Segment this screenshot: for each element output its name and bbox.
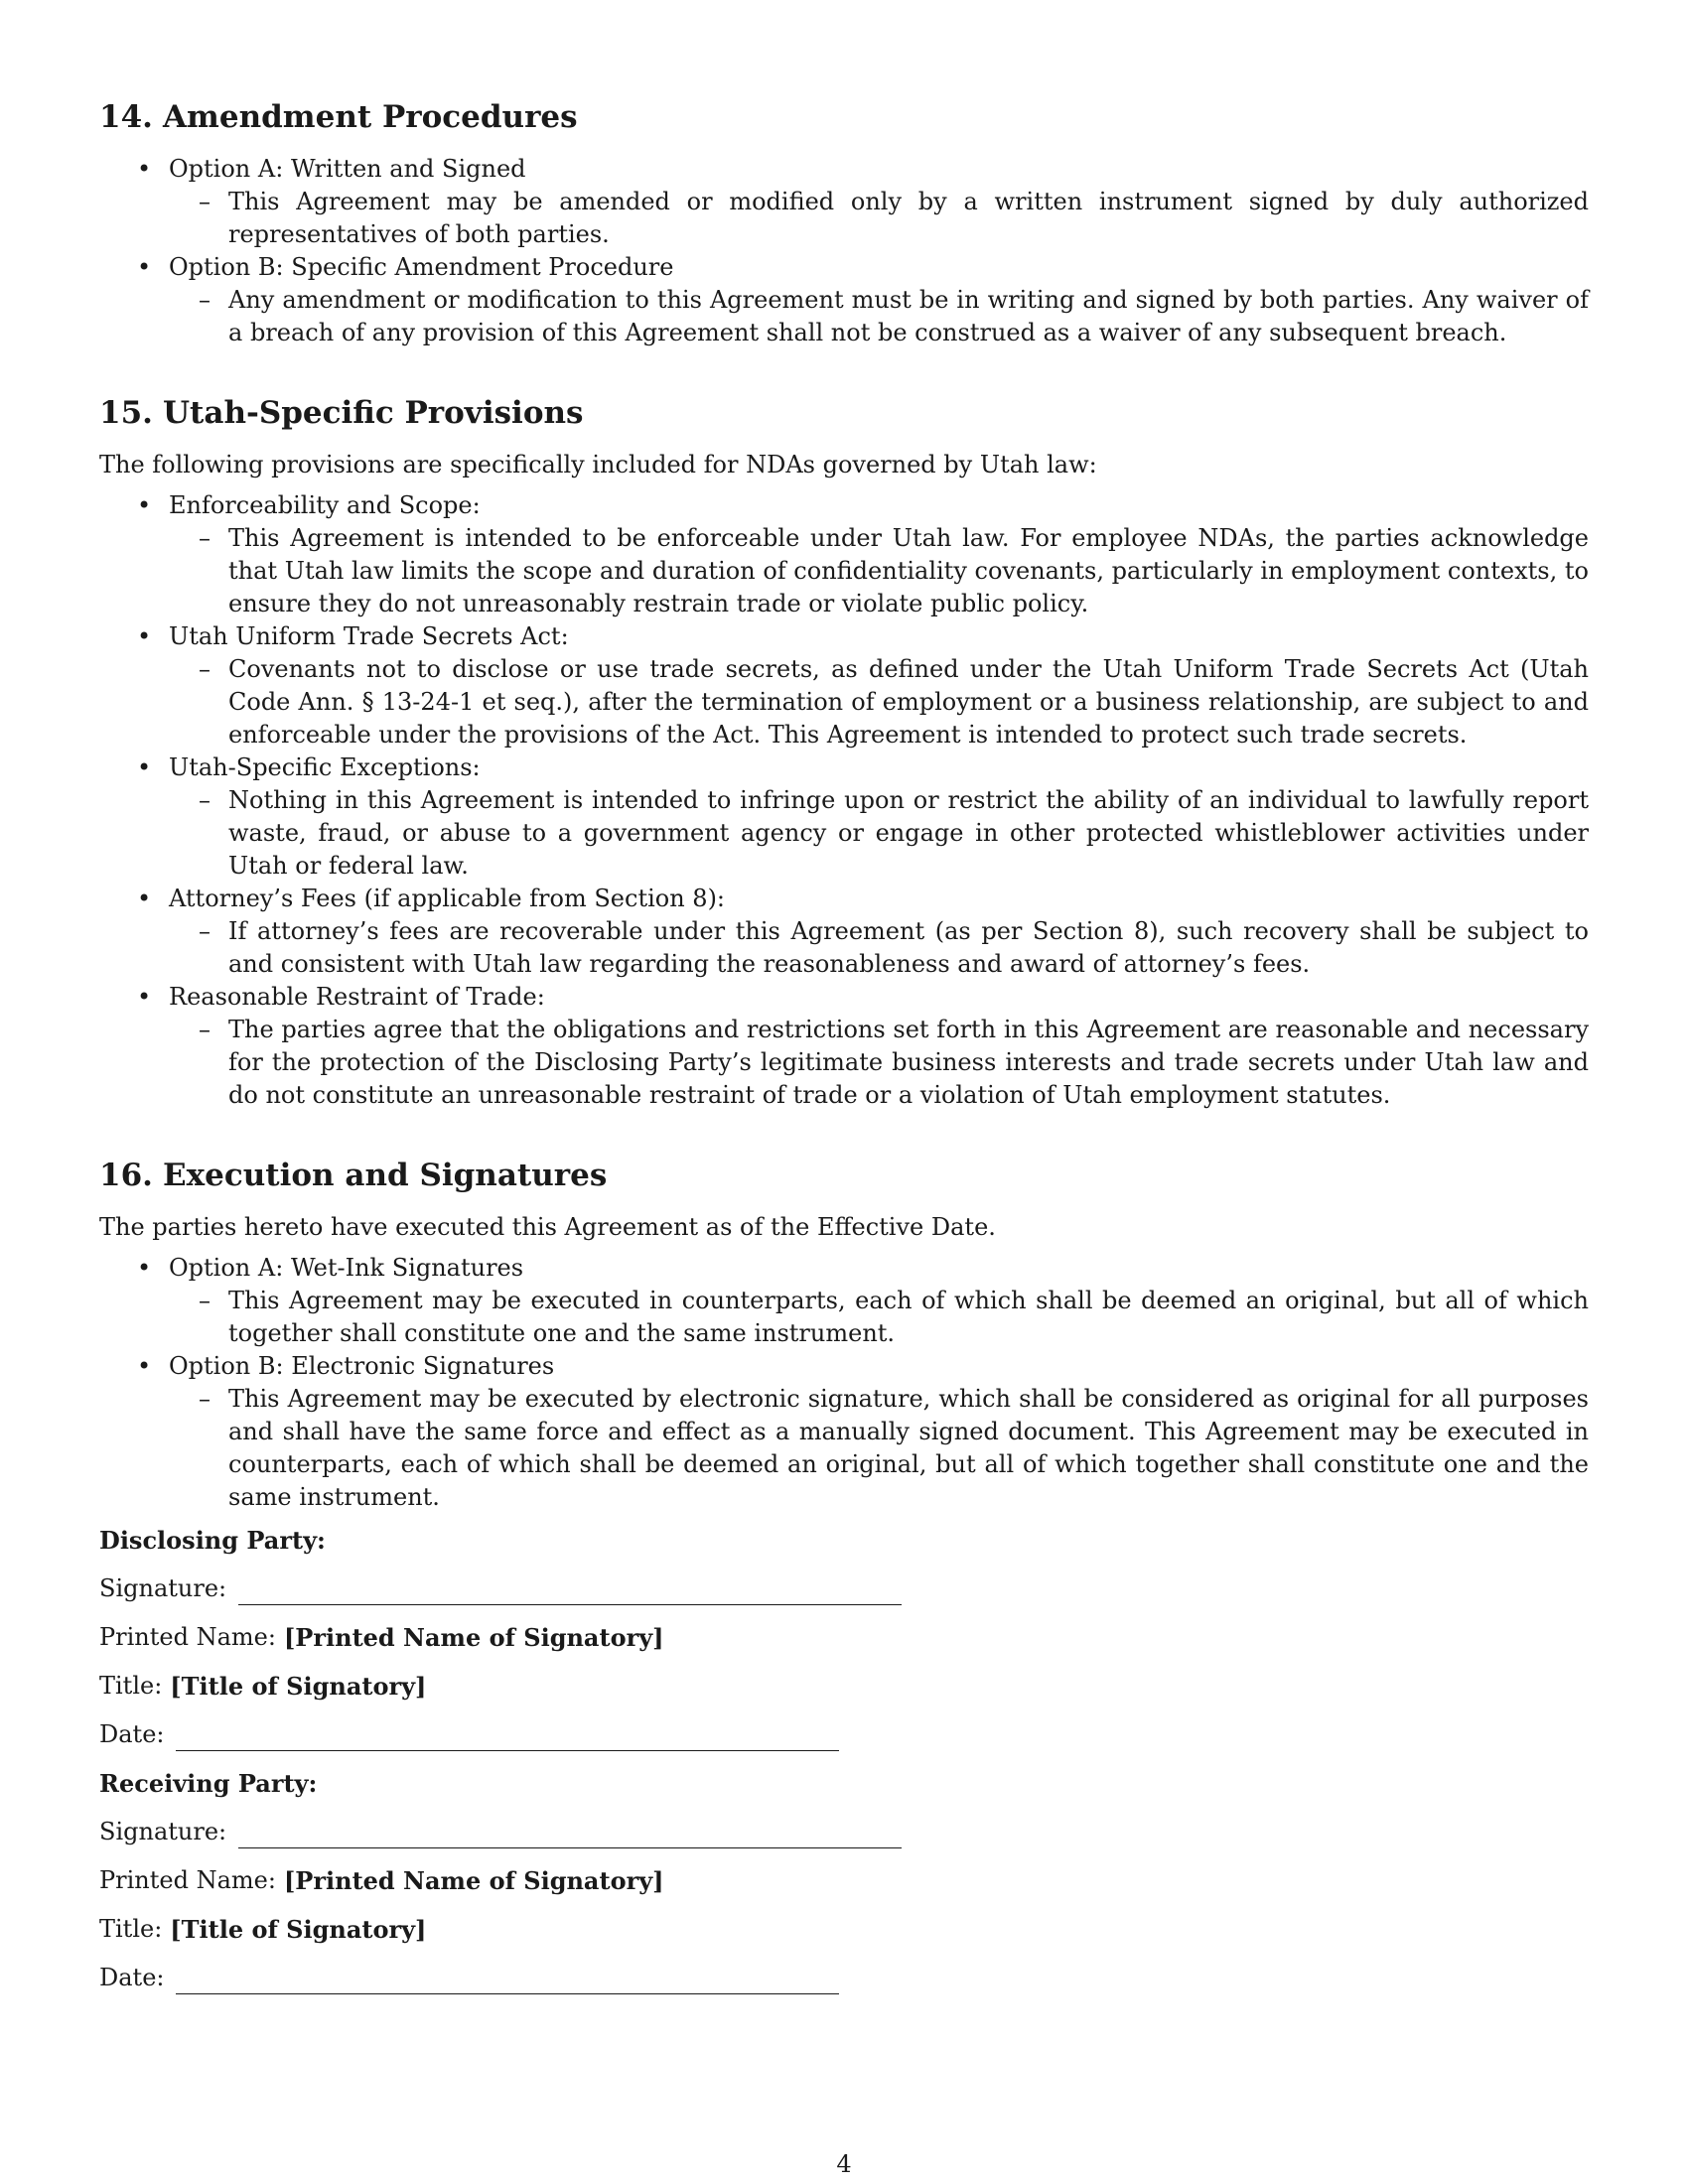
date-row [99,1718,1589,1751]
section-intro: The parties hereto have executed this Agreement as of the Effective Date. [99,1213,996,1241]
option-text: – This Agreement may be executed in counterparts, each of which shall be deemed an original, but all of which together shall constitute one and the same instrument. [169,1285,1589,1350]
option-label: Utah-Specific Exceptions: [169,753,481,781]
title-row [99,1670,1589,1703]
receiving-party-block [99,1767,1589,1994]
signature-line[interactable] [238,1824,902,1848]
date-line[interactable] [176,1726,839,1751]
printed-name-label: Printed Name: [99,1623,276,1651]
title-label: Title: [99,1915,163,1943]
section-title: Execution and Signatures [163,1158,608,1193]
title-value: [Title of Signatory] [170,1672,427,1701]
list-item [99,981,1589,1112]
title-label: Title: [99,1672,163,1700]
document-page [99,95,1589,2010]
option-text: – If attorney’s fees are recoverable under this Agreement (as per Section 8), such recovery shall be subject to and consistent with Utah law regarding the reasonableness and award of attorney’s fees. [169,915,1589,981]
title-value: [Title of Signatory] [170,1915,427,1944]
option-text: – This Agreement is intended to be enforceable under Utah law. For employee NDAs, the parties acknowledge that Utah law limits the scope and duration of confidentiality covenants, particularly in employment contexts, to ensure they do not unreasonably restrain trade or violate public policy. [169,522,1589,620]
signature-label: Signature: [99,1574,227,1602]
section-title: Amendment Procedures [163,99,578,135]
option-list [99,153,1589,349]
list-item [99,883,1589,981]
option-label: Utah Uniform Trade Secrets Act: [169,622,569,650]
date-label: Date: [99,1964,165,1991]
list-item [99,620,1589,751]
title-row [99,1913,1589,1946]
option-label: Option A: Written and Signed [169,155,526,183]
receiving-party-heading: Receiving Party: [99,1769,318,1798]
option-label: Enforceability and Scope: [169,491,481,519]
printed-name-row [99,1621,1589,1654]
section-number: 14. [99,99,153,135]
signature-row [99,1572,1589,1605]
section-number: 16. [99,1158,153,1193]
list-item [99,1252,1589,1350]
section-intro: The following provisions are specifically included for NDAs governed by Utah law: [99,451,1097,478]
section-15 [99,391,1589,1112]
option-text: – Covenants not to disclose or use trade secrets, as defined under the Utah Uniform Trade Secrets Act (Utah Code Ann. § 13-24-1 et seq.), after the termination of employment or a business relationship, are subject to and enforceable under the provisions of the Act. This Agreement is intended to protect such trade secrets. [169,653,1589,751]
list-item [99,153,1589,251]
date-label: Date: [99,1720,165,1748]
option-list [99,489,1589,1112]
signature-label: Signature: [99,1818,227,1845]
section-16 [99,1154,1589,1514]
option-text: – The parties agree that the obligations and restrictions set forth in this Agreement are reasonable and necessary for the protection of the Disclosing Party’s legitimate business interests and trade secrets under Utah law and do not constitute an unreasonable restraint of trade or a violation of Utah employment statutes. [169,1014,1589,1112]
list-item [99,1350,1589,1514]
date-line[interactable] [176,1970,839,1994]
page-number: 4 [836,2150,852,2178]
option-text: – This Agreement may be amended or modified only by a written instrument signed by duly authorized representatives of both parties. [169,186,1589,251]
option-text: – Any amendment or modification to this Agreement must be in writing and signed by both parties. Any waiver of a breach of any provision of this Agreement shall not be construed as a waiver of any subsequent breach. [169,284,1589,349]
section-heading [99,391,1589,435]
list-item [99,751,1589,883]
option-label: Option B: Specific Amendment Procedure [169,253,674,281]
section-number: 15. [99,395,153,431]
section-title: Utah-Specific Provisions [163,395,584,431]
disclosing-party-heading: Disclosing Party: [99,1526,326,1555]
option-text: – Nothing in this Agreement is intended to infringe upon or restrict the ability of an individual to lawfully report waste, fraud, or abuse to a government agency or engage in other protected whistleblower activities under Utah or federal law. [169,784,1589,883]
option-label: Reasonable Restraint of Trade: [169,983,545,1011]
option-text: – This Agreement may be executed by electronic signature, which shall be considered as original for all purposes and shall have the same force and effect as a manually signed document. This Agreement may be executed in counterparts, each of which shall be deemed an original, but all of which together shall constitute one and the same instrument. [169,1383,1589,1514]
printed-name-value: [Printed Name of Signatory] [283,1866,664,1895]
signature-row [99,1816,1589,1848]
date-row [99,1962,1589,1994]
list-item [99,489,1589,620]
option-list [99,1252,1589,1514]
section-heading [99,1154,1589,1197]
list-item [99,251,1589,349]
section-heading [99,95,1589,139]
option-label: Option B: Electronic Signatures [169,1352,555,1380]
printed-name-row [99,1864,1589,1897]
option-label: Attorney’s Fees (if applicable from Section 8): [169,885,726,912]
printed-name-value: [Printed Name of Signatory] [283,1623,664,1652]
signature-line[interactable] [238,1580,902,1605]
printed-name-label: Printed Name: [99,1866,276,1894]
disclosing-party-block [99,1524,1589,1751]
option-label: Option A: Wet-Ink Signatures [169,1254,524,1282]
section-14 [99,95,1589,349]
